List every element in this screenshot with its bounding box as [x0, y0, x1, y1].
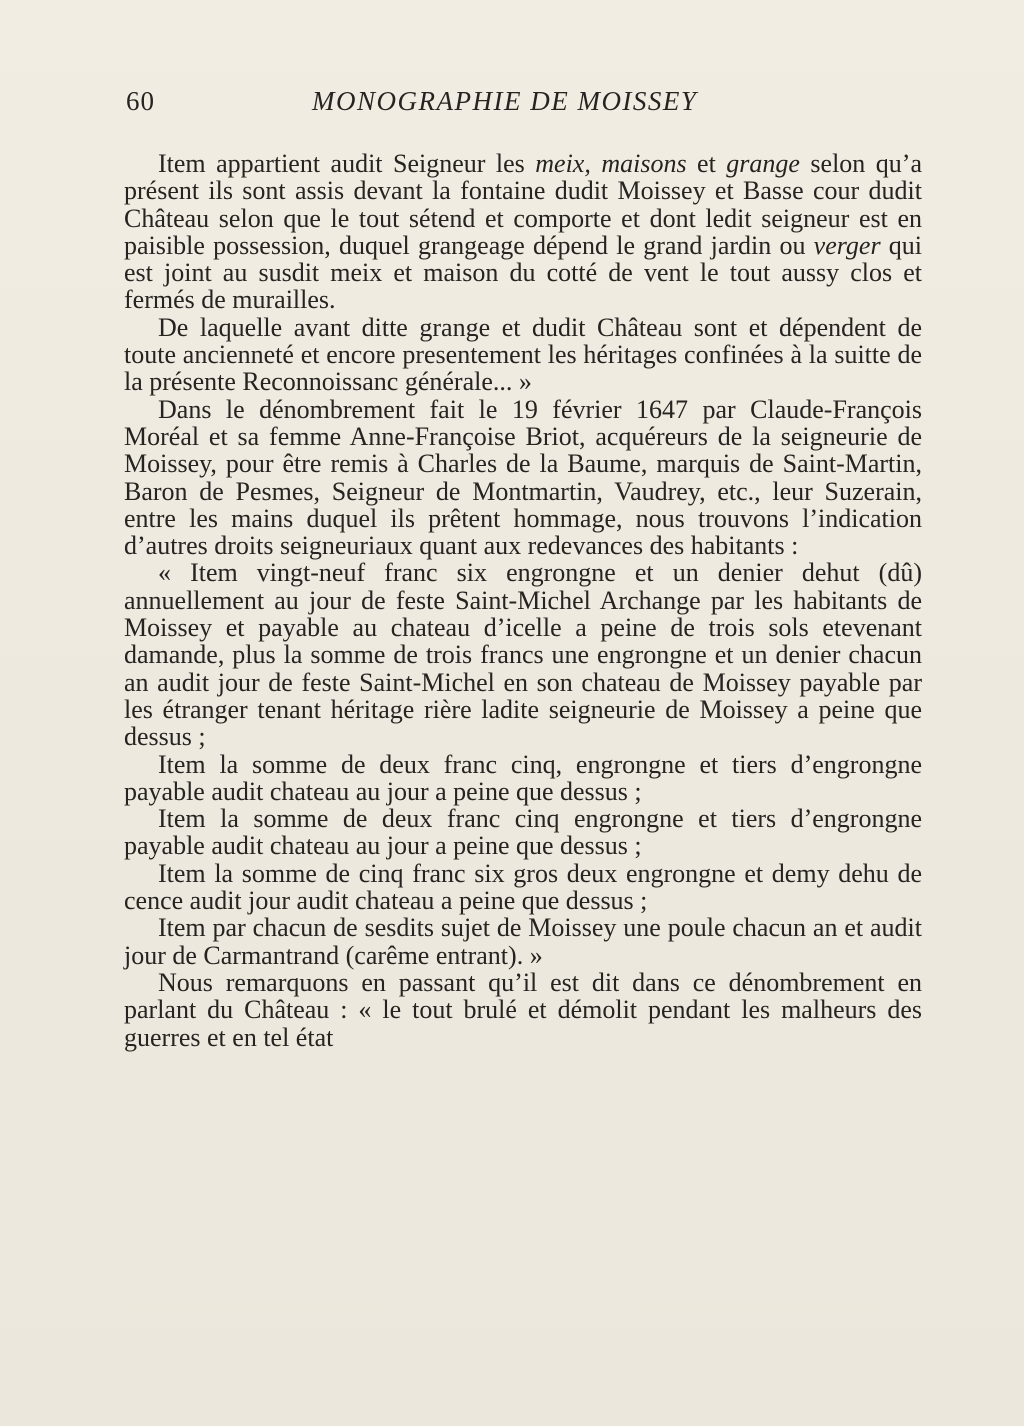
- paragraph: [124, 396, 922, 560]
- paragraph: [124, 559, 922, 750]
- italic-text: verger: [813, 230, 881, 260]
- paragraph: [124, 914, 922, 969]
- text-segment: Item la somme de deux franc cinq engrongne et tiers d’engrongne payable audit chateau au jour a peine que dessus ;: [124, 804, 922, 861]
- text-segment: et: [686, 149, 727, 178]
- paragraph: [124, 314, 922, 396]
- text-segment: De laquelle avant ditte grange et dudit Château sont et dépendent de toute ancienneté et encore presentement les héritages confinées à la suitte de la présente Reconnoissanc générale... »: [124, 312, 922, 397]
- body-text: [124, 150, 922, 1051]
- page-header: [122, 86, 922, 126]
- paragraph: [124, 969, 922, 1051]
- text-segment: selon qu’a présent ils sont assis devant la fontaine dudit Moissey et Basse cour dudit Château selon que le tout sétend et comporte et dont ledit seigneur est en paisible possession, duquel grangeage dépend le grand jardin ou: [124, 149, 922, 260]
- page-number: 60: [126, 86, 155, 116]
- paragraph: [124, 805, 922, 860]
- text-segment: Item la somme de cinq franc six gros deux engrongne et demy dehu de cence audit jour audit chateau a peine que dessus ;: [124, 858, 922, 916]
- text-segment: Item la somme de deux franc cinq, engrongne et tiers d’engrongne payable audit chateau au jour a peine que dessus ;: [124, 749, 922, 806]
- paragraph: [124, 860, 922, 915]
- text-segment: Item par chacun de sesdits sujet de Moissey une poule chacun an et audit jour de Carmantrand (carême entrant). »: [124, 913, 922, 970]
- text-segment: Item appartient audit Seigneur les: [158, 149, 536, 178]
- running-title: MONOGRAPHIE DE MOISSEY: [312, 86, 698, 116]
- text-segment: « Item vingt-neuf franc six engrongne et un denier dehut (dû) annuellement au jour de feste Saint-Michel Archange par les habitants de Moissey et payable au chateau d’icelle a peine de trois sols etevenant damande, plus la somme de trois francs une engrongne et un denier chacun an audit jour de feste Saint-Michel en son chateau de Moissey payable par les étranger tenant héritage rière ladite seigneurie de Moissey a peine que dessus ;: [124, 558, 922, 752]
- italic-text: grange: [726, 149, 800, 178]
- text-segment: Nous remarquons en passant qu’il est dit dans ce dénombrement en parlant du Château : « le tout brulé et démolit pendant les malheurs des guerres et en tel état: [124, 967, 922, 1052]
- text-segment: qui est joint au susdit meix et maison du cotté de vent le tout aussy clos et fermés de murailles.: [124, 230, 923, 315]
- text-segment: Dans le dénombrement fait le 19 février 1647 par Claude-François Moréal et sa femme Anne-Françoise Briot, acquéreurs de la seigneurie de Moissey, pour être remis à Charles de la Baume, marquis de Saint-Martin, Baron de Pesmes, Seigneur de Montmartin, Vaudrey, etc., leur Suzerain, entre les mains duquel ils prêtent hommage, nous trouvons l’indication d’autres droits seigneuriaux quant aux redevances des habitants :: [124, 394, 922, 561]
- italic-text: meix, maisons: [535, 149, 687, 178]
- paragraph: [124, 751, 922, 806]
- paragraph: [124, 150, 922, 314]
